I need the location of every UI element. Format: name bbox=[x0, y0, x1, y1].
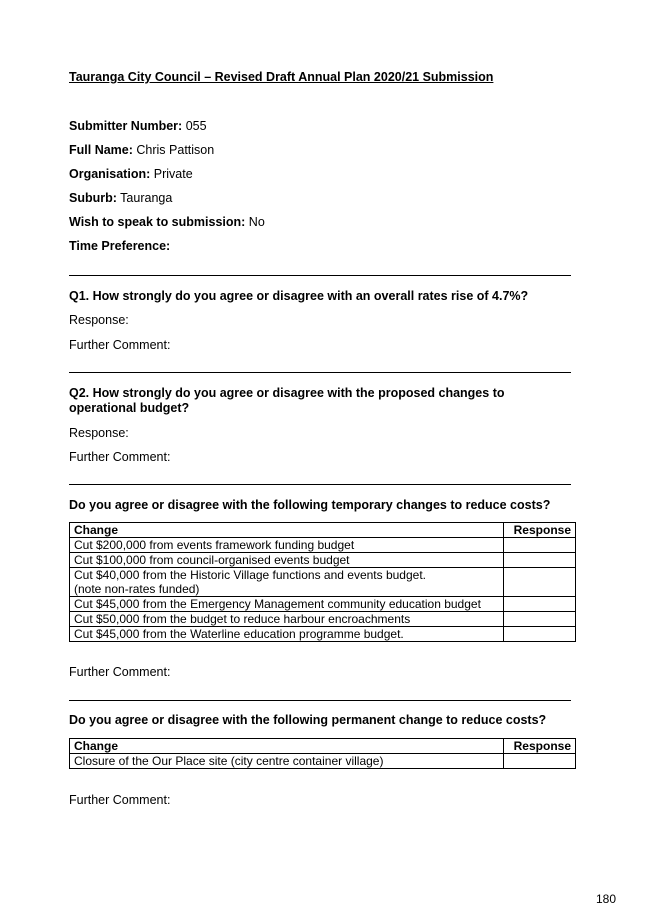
field-label: Organisation: bbox=[69, 167, 151, 181]
temporary-changes-table bbox=[69, 522, 576, 642]
field-value: No bbox=[248, 215, 265, 229]
table-row bbox=[70, 597, 576, 612]
table-row bbox=[70, 612, 576, 627]
response-cell bbox=[504, 538, 576, 553]
table-row bbox=[70, 568, 576, 597]
permanent-change-table bbox=[69, 738, 576, 769]
change-cell: Cut $200,000 from events framework funding budget bbox=[70, 538, 504, 553]
change-text: Cut $40,000 from the Historic Village functions and events budget. bbox=[74, 568, 426, 582]
field-label: Full Name: bbox=[69, 143, 133, 157]
field-label: Time Preference: bbox=[69, 239, 171, 253]
field-suburb bbox=[69, 191, 172, 205]
response-cell bbox=[504, 627, 576, 642]
field-label: Suburb: bbox=[69, 191, 117, 205]
table-row bbox=[70, 538, 576, 553]
field-time-preference bbox=[69, 239, 170, 253]
column-header-change: Change bbox=[70, 739, 504, 754]
change-cell: Cut $45,000 from the Emergency Management community education budget bbox=[70, 597, 504, 612]
table-row bbox=[70, 627, 576, 642]
q1-question: Q1. How strongly do you agree or disagree with an overall rates rise of 4.7%? bbox=[69, 289, 529, 303]
response-cell bbox=[504, 754, 576, 769]
change-cell bbox=[70, 568, 504, 597]
q1-response-label: Response: bbox=[69, 313, 129, 327]
field-label: Wish to speak to submission: bbox=[69, 215, 246, 229]
change-note: (note non-rates funded) bbox=[74, 582, 200, 596]
column-header-response: Response bbox=[504, 523, 576, 538]
response-cell bbox=[504, 597, 576, 612]
response-cell bbox=[504, 553, 576, 568]
temporary-question: Do you agree or disagree with the following temporary changes to reduce costs? bbox=[69, 498, 551, 512]
q2-comment-label: Further Comment: bbox=[69, 450, 171, 464]
change-cell: Cut $100,000 from council-organised events budget bbox=[70, 553, 504, 568]
column-header-response: Response bbox=[504, 739, 576, 754]
change-cell: Cut $45,000 from the Waterline education programme budget. bbox=[70, 627, 504, 642]
table-header-row bbox=[70, 523, 576, 538]
field-full-name bbox=[69, 143, 214, 157]
section-divider bbox=[69, 275, 571, 276]
field-value: Chris Pattison bbox=[136, 143, 215, 157]
document-title: Tauranga City Council – Revised Draft Annual Plan 2020/21 Submission bbox=[69, 70, 494, 84]
permanent-comment-label: Further Comment: bbox=[69, 793, 171, 807]
temporary-comment-label: Further Comment: bbox=[69, 665, 171, 679]
field-value: Private bbox=[153, 167, 193, 181]
table-row bbox=[70, 754, 576, 769]
table-row bbox=[70, 553, 576, 568]
field-organisation bbox=[69, 167, 193, 181]
section-divider bbox=[69, 372, 571, 373]
table-header-row bbox=[70, 739, 576, 754]
permanent-question: Do you agree or disagree with the following permanent change to reduce costs? bbox=[69, 713, 547, 727]
response-cell bbox=[504, 568, 576, 597]
change-cell: Cut $50,000 from the budget to reduce harbour encroachments bbox=[70, 612, 504, 627]
page-number: 180 bbox=[595, 892, 616, 906]
q2-question: Q2. How strongly do you agree or disagree with the proposed changes to operational budget? bbox=[69, 386, 505, 415]
field-label: Submitter Number: bbox=[69, 119, 183, 133]
field-wish-to-speak bbox=[69, 215, 265, 229]
section-divider bbox=[69, 484, 571, 485]
column-header-change: Change bbox=[70, 523, 504, 538]
field-value: 055 bbox=[185, 119, 207, 133]
field-submitter-number bbox=[69, 119, 207, 133]
section-divider bbox=[69, 700, 571, 701]
field-value: Tauranga bbox=[120, 191, 173, 205]
q2-response-label: Response: bbox=[69, 426, 129, 440]
q1-comment-label: Further Comment: bbox=[69, 338, 171, 352]
response-cell bbox=[504, 612, 576, 627]
change-cell: Closure of the Our Place site (city centre container village) bbox=[70, 754, 504, 769]
